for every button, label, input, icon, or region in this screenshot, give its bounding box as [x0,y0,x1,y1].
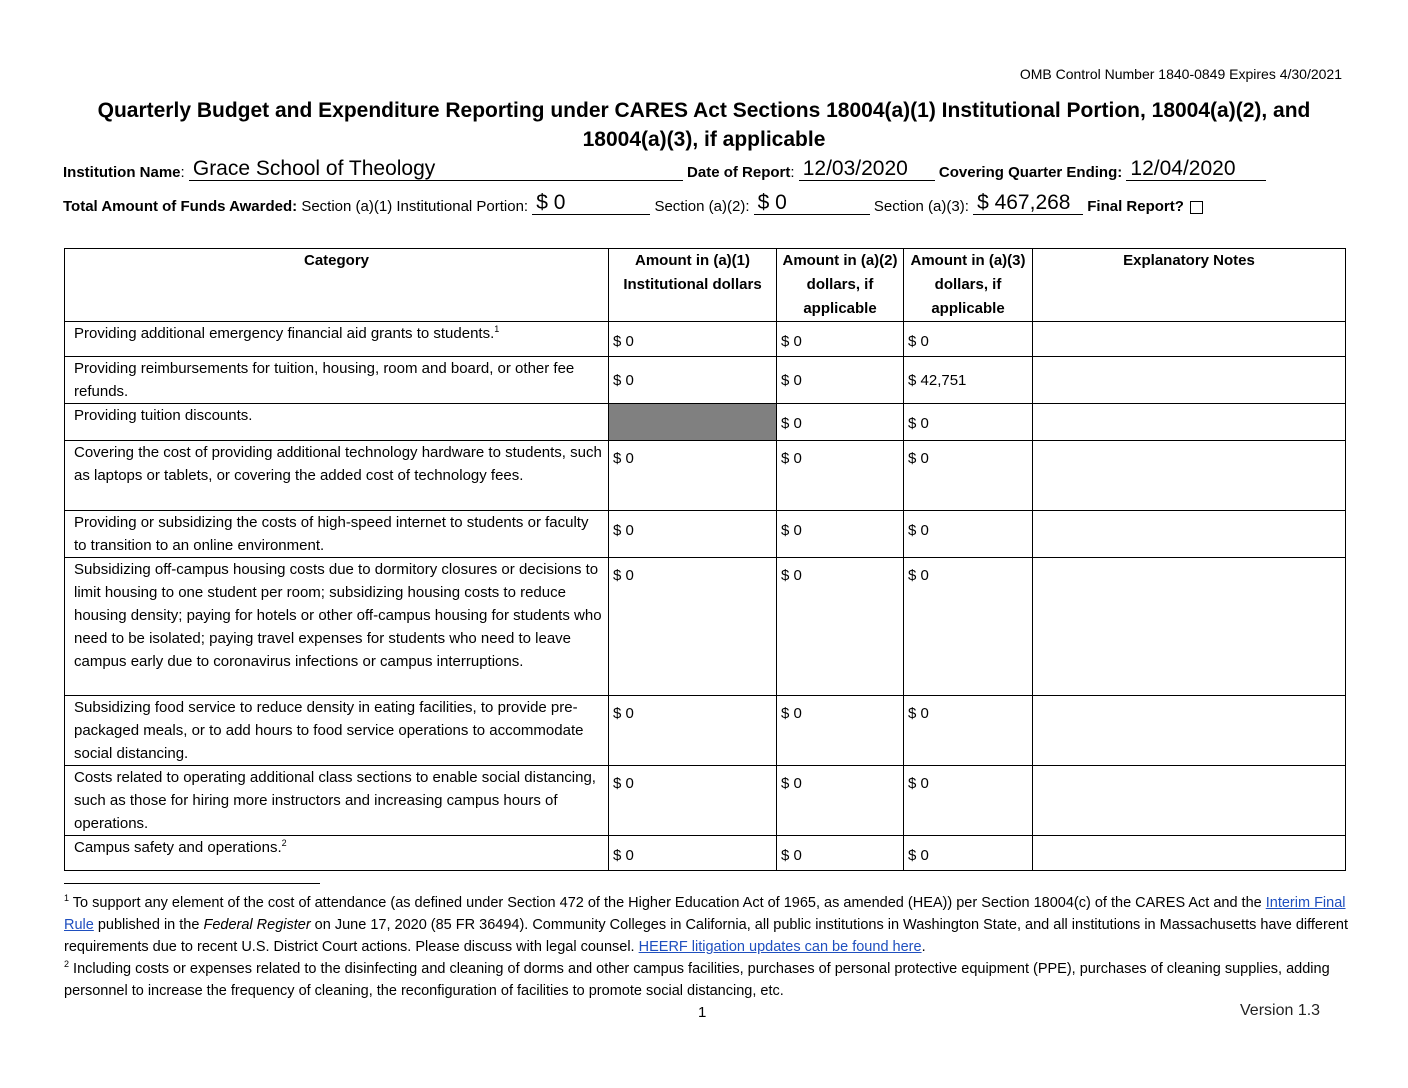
table-row [65,511,1346,558]
table-row [65,696,1346,766]
table-header-row [65,249,1346,322]
header-amount-a1: Amount in (a)(1) Institutional dollars [609,249,777,322]
category-cell: Providing additional emergency financial aid grants to students.$^1$ [65,322,609,357]
amount-a1-cell[interactable]: $ 0 [609,696,777,766]
date-of-report-field[interactable]: 12/03/2020 [799,158,935,181]
page-title: Quarterly Budget and Expenditure Reporting under CARES Act Sections 18004(a)(1) Institutional Portion, 18004(a)(2), and 18004(a)(3), if applicable [97,99,1311,151]
category-cell: Providing reimbursements for tuition, housing, room and board, or other fee refunds. [65,357,609,404]
notes-cell[interactable] [1033,696,1346,766]
header-amount-a3: Amount in (a)(3) dollars, if applicable [904,249,1033,322]
amount-a3-cell[interactable]: $ 42,751 [904,357,1033,404]
table-row [65,441,1346,511]
footnote-divider [64,883,320,884]
notes-cell[interactable] [1033,511,1346,558]
category-cell: Providing tuition discounts. [65,404,609,441]
footnotes [64,892,1354,1002]
category-cell: Subsidizing off-campus housing costs due to dormitory closures or decisions to limit housing to one student per room; subsidizing housing costs to reduce housing density; paying for hotels or other off-campus housing for students who need to be isolated; paying travel expenses for students who need to leave campus early due to coronavirus infections or campus interruptions. [65,558,609,696]
amount-a1-cell[interactable]: $ 0 [609,441,777,511]
table-row [65,404,1346,441]
covering-quarter-label: Covering Quarter Ending: [938,164,1123,181]
version-label: Version 1.3 [1240,1002,1321,1019]
date-of-report-label: Date of Report [687,164,791,181]
category-cell: Providing or subsidizing the costs of high-speed internet to students or faculty to transition to an online environment. [65,511,609,558]
institution-name-label: Institution Name [63,164,181,181]
notes-cell[interactable] [1033,766,1346,836]
notes-cell[interactable] [1033,836,1346,871]
header-category: Category [65,249,609,322]
funds-awarded-row [63,191,1203,217]
amount-a1-cell[interactable]: $ 0 [609,357,777,404]
notes-cell[interactable] [1033,441,1346,511]
notes-cell[interactable] [1033,357,1346,404]
amount-a1-cell-disabled [609,404,777,441]
amount-a2-cell[interactable]: $ 0 [777,696,904,766]
amount-a3-cell[interactable]: $ 0 [904,836,1033,871]
header-amount-a2: Amount in (a)(2) dollars, if applicable [777,249,904,322]
notes-cell[interactable] [1033,404,1346,441]
table-row [65,836,1346,871]
page-number: 1 [698,1004,707,1021]
interim-final-rule-link[interactable]: Interim Final Rule [64,895,1346,933]
amount-a2-cell[interactable]: $ 0 [777,766,904,836]
category-cell: Costs related to operating additional class sections to enable social distancing, such as those for hiring more instructors and increasing campus hours of operations. [65,766,609,836]
notes-cell[interactable] [1033,558,1346,696]
header-explanatory-notes: Explanatory Notes [1033,249,1346,322]
section-a1-label: Section (a)(1) Institutional Portion: [301,198,529,215]
table-row [65,322,1346,357]
section-a3-field[interactable]: $ 467,268 [973,192,1083,215]
section-a2-label: Section (a)(2): [654,198,750,215]
table-row [65,766,1346,836]
amount-a3-cell[interactable]: $ 0 [904,696,1033,766]
amount-a2-cell[interactable]: $ 0 [777,441,904,511]
heerf-litigation-link[interactable]: HEERF litigation updates can be found here [638,939,922,955]
section-a1-field[interactable]: $ 0 [532,192,650,215]
footnote-1: $^1$ To support any element of the cost of attendance (as defined under Section 472 of the Higher Education Act of 1965, as amended (HEA)) per Section 18004(c) of the CARES Act and the Interim Final Rule published in the Federal Register on June 17, 2020 (85 FR 36494). Community Colleges in California, all public institutions in Washington State, and all institutions in Massachusetts have different requirements due to recent U.S. District Court actions. Please discuss with legal counsel. HEERF litigation updates can be found here. [64,893,1348,955]
amount-a1-cell[interactable]: $ 0 [609,558,777,696]
table-row [65,558,1346,696]
amount-a1-cell[interactable]: $ 0 [609,322,777,357]
amount-a3-cell[interactable]: $ 0 [904,766,1033,836]
section-a3-label: Section (a)(3): [873,198,969,215]
final-report-label: Final Report? [1087,198,1184,215]
institution-info-row: Institution Name: Grace School of Theology Date of Report: 12/03/2020 Covering Quarter Ending: 12/04/2020 [63,160,1266,183]
amount-a2-cell[interactable]: $ 0 [777,836,904,871]
footnote-ref: 2 [281,838,287,848]
total-funds-label: Total Amount of Funds Awarded: [63,198,298,215]
institution-name-field[interactable]: Grace School of Theology [189,158,683,181]
footnote-ref: 1 [494,324,500,334]
footnote-2: $^2$ Including costs or expenses related to the disinfecting and cleaning of dorms and other campus facilities, purchases of personal protective equipment (PPE), purchases of cleaning supplies, adding personnel to increase the frequency of cleaning, the reconfiguration of facilities to promote social distancing, etc. [64,959,1330,999]
amount-a1-cell[interactable]: $ 0 [609,836,777,871]
omb-control-number: OMB Control Number 1840-0849 Expires 4/30/2021 [1019,66,1342,82]
amount-a3-cell[interactable]: $ 0 [904,558,1033,696]
covering-quarter-field[interactable]: 12/04/2020 [1126,158,1266,181]
amount-a2-cell[interactable]: $ 0 [777,404,904,441]
section-a2-field[interactable]: $ 0 [754,192,870,215]
amount-a2-cell[interactable]: $ 0 [777,511,904,558]
amount-a3-cell[interactable]: $ 0 [904,404,1033,441]
category-cell: Covering the cost of providing additional technology hardware to students, such as laptops or tablets, or covering the added cost of technology fees. [65,441,609,511]
amount-a2-cell[interactable]: $ 0 [777,322,904,357]
amount-a3-cell[interactable]: $ 0 [904,322,1033,357]
final-report-checkbox[interactable] [1190,201,1203,214]
category-cell: Subsidizing food service to reduce density in eating facilities, to provide pre-packaged meals, or to add hours to food service operations to accommodate social distancing. [65,696,609,766]
notes-cell[interactable] [1033,322,1346,357]
amount-a3-cell[interactable]: $ 0 [904,511,1033,558]
amount-a3-cell[interactable]: $ 0 [904,441,1033,511]
table-row [65,357,1346,404]
expenditure-table [64,248,1346,871]
amount-a2-cell[interactable]: $ 0 [777,558,904,696]
amount-a1-cell[interactable]: $ 0 [609,766,777,836]
amount-a1-cell[interactable]: $ 0 [609,511,777,558]
category-cell: Campus safety and operations.$^2$ [65,836,609,871]
amount-a2-cell[interactable]: $ 0 [777,357,904,404]
